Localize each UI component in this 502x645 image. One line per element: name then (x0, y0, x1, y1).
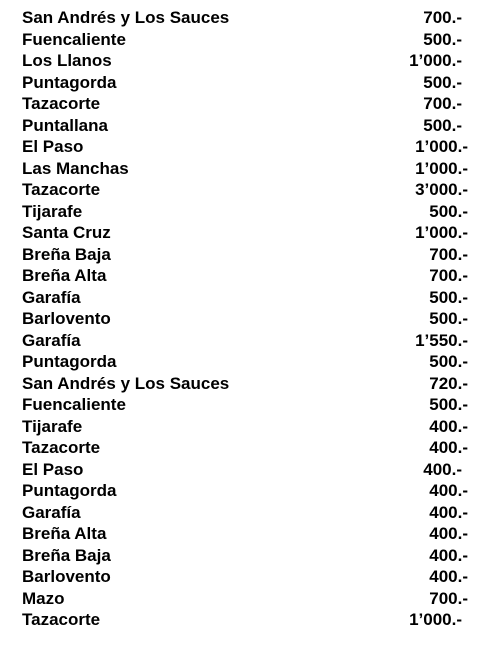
amount-value: 400.- (429, 545, 468, 565)
place-name: Mazo (22, 588, 65, 608)
place-name: San Andrés y Los Sauces (22, 8, 230, 27)
amount-value: 500.- (429, 201, 468, 221)
amount-value: 1’000.- (409, 51, 462, 70)
place-name: Tijarafe (22, 416, 83, 436)
list-item (22, 545, 472, 567)
place-name: Puntallana (22, 115, 108, 135)
place-name: Tazacorte (22, 94, 101, 113)
place-name: Tijarafe (22, 201, 83, 221)
amount-value: 1’000.- (415, 223, 468, 242)
list-item (22, 72, 472, 94)
list-item (22, 29, 472, 51)
place-name: San Andrés y Los Sauces (22, 373, 230, 393)
place-name: Fuencaliente (22, 29, 126, 49)
amount-value: 500.- (429, 352, 468, 371)
place-name: Fuencaliente (22, 395, 126, 414)
amount-value: 400.- (429, 438, 468, 457)
list-item (22, 566, 472, 588)
list-item (22, 480, 472, 502)
list-item (22, 136, 472, 158)
amount-value: 700.- (423, 8, 462, 27)
amount-value: 3’000.- (415, 180, 468, 199)
list-item (22, 179, 472, 201)
place-name: Garafía (22, 330, 81, 350)
list-item (22, 459, 472, 481)
amount-value: 1’000.- (415, 137, 468, 156)
place-name: Breña Baja (22, 244, 111, 264)
amount-value: 1’000.- (409, 610, 462, 629)
amount-value: 400.- (429, 567, 468, 586)
list-item (22, 158, 472, 180)
place-name: Santa Cruz (22, 223, 111, 242)
place-name: Breña Alta (22, 524, 107, 543)
amount-value: 400.- (423, 459, 462, 479)
list-item (22, 394, 472, 416)
amount-value: 700.- (429, 588, 468, 608)
place-name: Puntagorda (22, 481, 117, 500)
amount-value: 1’000.- (415, 158, 468, 178)
list-item (22, 502, 472, 524)
amount-value: 700.- (429, 244, 468, 264)
list-item (22, 7, 472, 29)
amount-value: 500.- (429, 395, 468, 414)
place-name: Barlovento (22, 567, 111, 586)
place-name: Breña Alta (22, 266, 107, 285)
amount-value: 500.- (423, 115, 462, 135)
amount-value: 500.- (423, 29, 462, 49)
list-item (22, 222, 472, 244)
list-item (22, 201, 472, 223)
list-item (22, 244, 472, 266)
list-item (22, 287, 472, 309)
amount-value: 700.- (429, 266, 468, 285)
amount-value: 400.- (429, 416, 468, 436)
place-name: Tazacorte (22, 438, 101, 457)
list-item (22, 373, 472, 395)
place-name: El Paso (22, 459, 84, 479)
place-name: Garafía (22, 287, 81, 307)
place-name: Puntagorda (22, 72, 117, 92)
list-item (22, 523, 472, 545)
list-item (22, 265, 472, 287)
place-name: Los Llanos (22, 51, 112, 70)
place-name: Breña Baja (22, 545, 111, 565)
amount-value: 500.- (429, 287, 468, 307)
place-name: Barlovento (22, 309, 111, 328)
list-item (22, 351, 472, 373)
amount-value: 400.- (429, 524, 468, 543)
place-name: Tazacorte (22, 610, 101, 629)
place-name: Puntagorda (22, 352, 117, 371)
list-item (22, 416, 472, 438)
amount-value: 700.- (423, 94, 462, 113)
list-item (22, 588, 472, 610)
place-name: El Paso (22, 137, 84, 156)
amount-value: 400.- (429, 481, 468, 500)
list-item (22, 308, 472, 330)
place-name: Garafía (22, 502, 81, 522)
amount-value: 720.- (429, 373, 468, 393)
place-name: Las Manchas (22, 158, 129, 178)
amount-value: 500.- (429, 309, 468, 328)
place-name: Tazacorte (22, 180, 101, 199)
list-item (22, 115, 472, 137)
list-item (22, 330, 472, 352)
amount-value: 1’550.- (415, 330, 468, 350)
list-item (22, 437, 472, 459)
list-item (22, 50, 472, 72)
donation-list (22, 7, 472, 631)
amount-value: 400.- (429, 502, 468, 522)
amount-value: 500.- (423, 72, 462, 92)
list-item (22, 93, 472, 115)
list-item (22, 609, 472, 631)
